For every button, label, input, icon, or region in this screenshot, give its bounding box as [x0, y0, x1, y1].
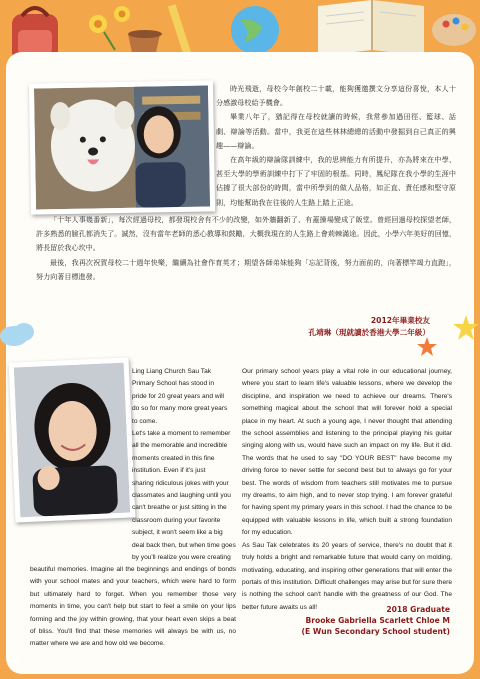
paint-palette-icon	[432, 14, 476, 46]
zh-paragraph: 在高年級的辯論隊訓練中，我的思辨能力有所提升，亦為將來在中學、甚至大學的學術訓練中打下了牢固的根基。同時，鳳紀隊在我小學的生涯中佔據了很大部份的時間，當中所學到的做人品格，如正直、責任感和堅守原則，均能幫助我在往後的人生路上踏上正途。	[216, 155, 456, 207]
english-signature-school: (E Wun Secondary School student)	[301, 627, 450, 636]
intro-line: can't breathe or just sitting in the	[132, 504, 227, 512]
intro-line: Primary School has stood in	[132, 380, 215, 388]
intro-line: moments created in this fine	[132, 454, 215, 462]
chinese-signature	[309, 315, 431, 339]
star-decoration	[416, 336, 438, 358]
cloud-decoration	[0, 318, 34, 348]
chinese-letter-bottom	[36, 213, 456, 284]
en-paragraph: beautiful memories. Imagine all the beginnings and endings of bonds with your school mates and your teachers, which were hard to form but ultimately hard to forget. When you remember those very moments in time, you can't help but start to feel a smile on your lips forming and the joy within growing, that your heart even skips a beat of bliss. You'll find that these memories will always be with us, no matter where we are and how old we become.	[30, 566, 236, 648]
chinese-signature-name: 孔靖琳（現就讀於香港大學二年級）	[308, 328, 430, 337]
english-signature-name: Brooke Gabriella Scarlett Chloe M	[305, 616, 450, 625]
intro-line: all the memorable and incredible	[132, 442, 228, 450]
intro-line: sharing ridiculous jokes with your	[132, 479, 229, 487]
intro-line: to come.	[132, 417, 158, 425]
english-letter-intro	[132, 366, 236, 565]
pencil-icon	[168, 4, 192, 58]
zh-paragraph: 「十年人事幾番新」，每次經過母校，都發現校舍有不少的改變，如外牆翻新了、有蓋操場變成了飯堂。曾經回過母校探望老師，許多熟悉的臉孔都消失了。誠然，沒有當年老師的悉心教導和鼓勵，大概我現在的人生路上會荊棘滿途。因此，小學六年美好的回憶，將長留於我心坎中。	[36, 215, 456, 253]
zh-paragraph: 畢業八年了，猶記得在母校就讀的時候，我常參加過田徑、籃球、話劇、辯論等活動。當中，我更在這些林林總總的活動中發掘到自己真正的興趣——辯論。	[216, 112, 456, 150]
english-signature-grad: 2018 Graduate	[386, 605, 450, 614]
zh-paragraph: 時光飛逝，母校今年創校二十載，能夠獲邀撰文分享這份喜悅，本人十分感激母校給予機會。	[216, 84, 456, 108]
intro-line: Let's take a moment to remember	[132, 430, 231, 438]
photo-image	[34, 85, 210, 209]
chinese-letter-top	[216, 82, 456, 210]
intro-line: pride for 20 great years and will	[132, 392, 224, 400]
intro-line: do so for many more great years	[132, 405, 228, 413]
chinese-signature-grad: 2012年畢業校友	[370, 316, 430, 325]
intro-line: Ling Liang Church Sau Tak	[132, 368, 212, 375]
en-paragraph: Our primary school years play a vital role in our educational journey, where you start to learn life's valuable lessons, where we develop the discipline, and inspiration we need to achieve our dreams. There's something magical about the school that will forever hold a special place in my heart. At such a young age, I never thought that attending the school assemblies and listening to the principal playing his guitar singing along with us, would have such an impact on my life. But it did. The words that he used to say "DO YOUR BEST" have become my driving force to never settle for second best but to always go for your best. The words of wisdom from teachers still motivates me to pursue my dreams, to aim high, and to never stop trying. I am forever grateful for having spent my primary years in this school. I had the chance to be equipped with valuable lessons in life, which built a strong foundation for my education.	[242, 368, 452, 537]
en-paragraph: As Sau Tak celebrates its 20 years of service, there's no doubt that it truly holds a bright and remarkable future that would carry on molding, motivating, educating, and inspiring other generations that will enter the portals of this institution. Difficult challenges may arise but for sure there is nothing the school can't handle with the greatness of our God. The better future awaits us all!	[242, 541, 452, 611]
intro-line: classmates and laughing until you	[132, 492, 231, 500]
alumna-portrait-photo	[9, 357, 136, 522]
intro-line: deal back then, but when time goes	[132, 541, 236, 549]
yellow-star-decoration	[452, 314, 480, 342]
alumna-photo-with-dog	[29, 80, 215, 214]
english-letter-left-continued	[30, 564, 236, 651]
flower-icon	[89, 6, 130, 50]
english-letter-right	[242, 366, 452, 614]
intro-line: subject, it won't seem like a big	[132, 529, 223, 537]
english-signature	[302, 604, 450, 637]
intro-line: by you'll realize you were creating	[132, 554, 231, 562]
page-number: 6	[14, 657, 20, 668]
open-book-icon	[318, 0, 424, 56]
zh-paragraph: 最後，我再次祝賀母校二十週年快樂，繼續為社會作育英才；期望各師弟妹能夠「忘記背後，努力面前的，向著標竿竭力直跑」，努力向著目標進發。	[36, 257, 456, 281]
intro-line: institution. Even if it's just	[132, 467, 206, 475]
intro-line: classroom during your favorite	[132, 516, 221, 524]
portrait-image	[14, 363, 130, 518]
